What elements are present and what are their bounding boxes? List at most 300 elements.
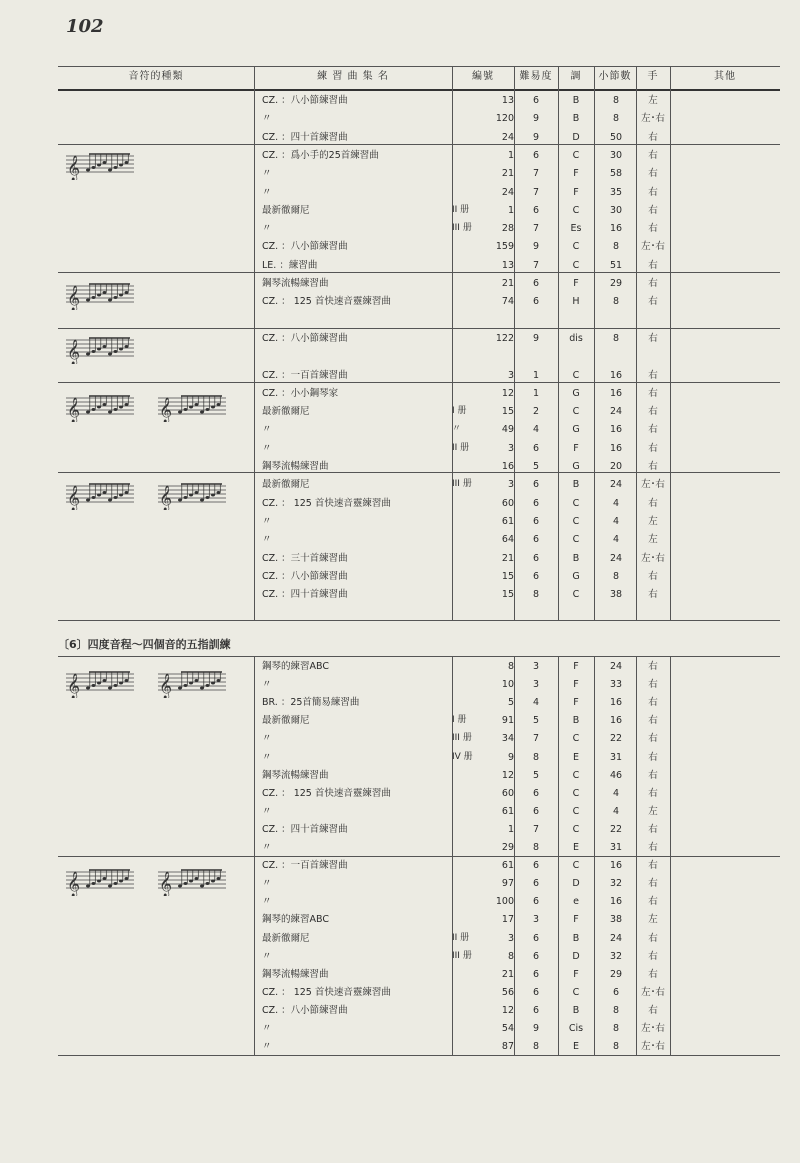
cell-diff: 6	[532, 968, 540, 980]
cell-key: F	[573, 679, 579, 691]
table-row	[58, 785, 780, 803]
cell-bars: 8	[612, 1041, 620, 1053]
table-row	[58, 440, 780, 458]
cell-no: 28	[501, 223, 514, 235]
cell-bars: 4	[612, 805, 620, 817]
cell-hand: 左	[648, 914, 658, 926]
cell-hand: 右	[648, 442, 658, 454]
cell-hand: 右	[648, 787, 658, 799]
cell-name: 最新徹爾尼	[262, 932, 310, 944]
cell-diff: 6	[532, 950, 540, 962]
header-number: 編號	[472, 71, 494, 82]
cell-key: C	[572, 259, 580, 271]
cell-bars: 30	[609, 204, 623, 216]
table-row	[58, 712, 780, 730]
cell-bars: 8	[612, 296, 620, 308]
cell-hand: 左	[648, 534, 658, 546]
cell-hand: 左	[648, 515, 658, 527]
cell-no: 54	[501, 1023, 514, 1034]
cell-bars: 29	[609, 968, 623, 980]
cell-bars: 8	[612, 1004, 620, 1016]
cell-name: CZ. ：爲小手的25首練習曲	[262, 149, 379, 161]
cell-no: 21	[501, 968, 514, 980]
treble-staff-icon	[64, 480, 136, 510]
cell-key: B	[572, 95, 580, 106]
cell-bars: 4	[612, 787, 620, 799]
cell-diff: 1	[532, 369, 540, 381]
cell-no: 3	[507, 479, 514, 491]
table-row	[58, 767, 780, 785]
cell-name: 鋼琴流暢練習曲	[262, 769, 329, 781]
cell-key: C	[572, 787, 580, 799]
cell-diff: 6	[532, 278, 540, 289]
cell-bars: 32	[609, 878, 623, 890]
table-row	[58, 421, 780, 439]
cell-bars: 4	[612, 534, 620, 546]
cell-hand: 右	[648, 332, 658, 344]
table-row	[58, 839, 780, 857]
cell-key: B	[572, 113, 580, 125]
treble-staff-icon	[64, 866, 136, 896]
svg-text:𝄞: 𝄞	[67, 156, 81, 180]
cell-bars: 50	[609, 131, 623, 143]
cell-no: 17	[501, 914, 514, 926]
cell-hand: 右	[648, 461, 658, 472]
cell-hand: 右	[648, 733, 658, 745]
table-row	[58, 930, 780, 948]
table-row	[58, 312, 780, 330]
table-row	[58, 586, 780, 604]
cell-no: 87	[501, 1041, 514, 1053]
cell-diff: 6	[532, 805, 540, 817]
cell-name: CZ. ： 125 首快速音靈練習曲	[262, 497, 391, 509]
cell-hand: 左･右	[641, 113, 665, 125]
cell-diff: 6	[532, 860, 540, 872]
cell-key: C	[572, 515, 580, 527]
cell-no: 24	[501, 186, 514, 198]
cell-diff: 5	[532, 715, 540, 727]
table-row	[58, 220, 780, 238]
cell-name: CZ. ： 125 首快速音靈練習曲	[262, 986, 391, 998]
cell-name: CZ. ： 125 首快速音靈練習曲	[262, 787, 391, 799]
svg-text:𝄞: 𝄞	[159, 486, 173, 510]
cell-diff: 9	[532, 241, 540, 253]
cell-bars: 31	[609, 842, 623, 853]
table-row	[58, 367, 780, 385]
cell-bars: 58	[609, 168, 623, 180]
cell-key: C	[572, 497, 580, 509]
cell-diff: 3	[532, 679, 540, 691]
cell-no: 10	[501, 679, 514, 691]
cell-key: e	[573, 896, 579, 908]
cell-diff: 9	[532, 332, 540, 344]
cell-hand: 右	[648, 223, 658, 235]
cell-key: F	[573, 278, 579, 289]
cell-bars: 20	[609, 461, 623, 472]
table-row	[58, 531, 780, 549]
table-bottom-rule	[58, 620, 780, 621]
cell-bars: 16	[609, 387, 623, 399]
cell-diff: 8	[532, 751, 540, 763]
table-row	[58, 110, 780, 128]
svg-text:𝄞: 𝄞	[159, 872, 173, 896]
cell-diff: 6	[532, 149, 540, 161]
cell-diff: 6	[532, 515, 540, 527]
cell-bars: 8	[612, 95, 620, 106]
cell-vol: 〃	[452, 424, 462, 435]
cell-hand: 右	[648, 406, 658, 418]
cell-hand: 左	[648, 95, 658, 106]
cell-key: D	[572, 878, 580, 890]
cell-name: 〃	[262, 223, 272, 235]
cell-name: 〃	[262, 186, 272, 198]
cell-no: 13	[501, 95, 514, 106]
table-row	[58, 147, 780, 165]
cell-diff: 3	[532, 914, 540, 926]
cell-hand: 右	[648, 259, 658, 271]
cell-hand: 右	[648, 168, 658, 180]
cell-key: C	[572, 986, 580, 998]
cell-bars: 33	[609, 679, 623, 691]
cell-diff: 6	[532, 497, 540, 509]
cell-diff: 4	[532, 697, 540, 709]
cell-hand: 右	[648, 697, 658, 709]
cell-no: 15	[501, 570, 514, 582]
table-row	[58, 202, 780, 220]
cell-key: F	[573, 442, 579, 454]
cell-no: 34	[501, 733, 514, 745]
cell-diff: 6	[532, 932, 540, 944]
cell-hand: 右	[648, 860, 658, 872]
cell-key: Cis	[568, 1023, 584, 1034]
table-row	[58, 275, 780, 293]
cell-hand: 左･右	[641, 1023, 665, 1034]
svg-text:𝄞: 𝄞	[67, 340, 81, 364]
cell-name: CZ. ：四十首練習曲	[262, 589, 348, 601]
treble-staff-icon	[64, 668, 136, 698]
table-row	[58, 92, 780, 110]
cell-name: CZ. ：一百首練習曲	[262, 860, 348, 872]
cell-key: dis	[569, 332, 583, 344]
cell-key: F	[573, 186, 579, 198]
cell-no: 1	[507, 823, 514, 835]
table-row	[58, 911, 780, 929]
header-difficulty: 難易度	[519, 71, 553, 82]
cell-bars: 16	[609, 715, 623, 727]
cell-vol: III 册	[452, 733, 472, 744]
table-row	[58, 330, 780, 348]
cell-no: 91	[501, 715, 514, 727]
cell-key: C	[572, 589, 580, 601]
cell-no: 12	[501, 769, 514, 781]
cell-no: 12	[501, 387, 514, 399]
treble-staff-icon	[156, 866, 228, 896]
cell-vol: I 册	[452, 406, 467, 417]
cell-no: 8	[507, 661, 514, 672]
cell-hand: 右	[648, 769, 658, 781]
cell-diff: 6	[532, 296, 540, 308]
cell-key: G	[572, 570, 580, 582]
cell-no: 74	[501, 296, 514, 308]
cell-diff: 6	[532, 442, 540, 454]
cell-hand: 右	[648, 387, 658, 399]
cell-name: CZ. ：四十首練習曲	[262, 131, 348, 143]
cell-vol: IV 册	[452, 751, 473, 762]
cell-diff: 6	[532, 986, 540, 998]
table-row	[58, 568, 780, 586]
cell-name: 〃	[262, 1041, 272, 1053]
cell-key: F	[573, 968, 579, 980]
cell-diff: 6	[532, 479, 540, 491]
cell-diff: 6	[532, 878, 540, 890]
cell-name: 〃	[262, 1023, 272, 1034]
cell-key: B	[572, 479, 580, 491]
cell-name: 鋼琴流暢練習曲	[262, 968, 329, 980]
cell-bars: 31	[609, 751, 623, 763]
table-row	[58, 803, 780, 821]
cell-diff: 3	[532, 661, 540, 672]
cell-bars: 16	[609, 860, 623, 872]
table-row	[58, 550, 780, 568]
table-row	[58, 821, 780, 839]
header-hand: 手	[647, 71, 659, 82]
cell-bars: 30	[609, 149, 623, 161]
cell-bars: 46	[609, 769, 623, 781]
svg-text:𝄞: 𝄞	[159, 674, 173, 698]
cell-key: G	[572, 424, 580, 436]
cell-hand: 右	[648, 589, 658, 601]
cell-hand: 右	[648, 715, 658, 727]
cell-name: 〃	[262, 733, 272, 745]
treble-staff-icon	[156, 668, 228, 698]
cell-name: 〃	[262, 515, 272, 527]
cell-bars: 29	[609, 278, 623, 289]
cell-hand: 左･右	[641, 241, 665, 253]
cell-key: C	[572, 204, 580, 216]
cell-bars: 24	[609, 479, 623, 491]
cell-key: D	[572, 950, 580, 962]
cell-hand: 右	[648, 131, 658, 143]
cell-bars: 24	[609, 932, 623, 944]
cell-no: 100	[495, 896, 514, 908]
cell-hand: 右	[648, 570, 658, 582]
cell-name: 〃	[262, 168, 272, 180]
cell-no: 3	[507, 442, 514, 454]
cell-no: 1	[507, 149, 514, 161]
cell-name: 最新徹爾尼	[262, 479, 310, 491]
cell-name: CZ. ：八小節練習曲	[262, 95, 348, 106]
cell-no: 21	[501, 168, 514, 180]
cell-name: CZ. ：小小鋼琴家	[262, 387, 339, 399]
cell-name: LE. ：練習曲	[262, 259, 318, 271]
cell-hand: 左･右	[641, 1041, 665, 1053]
cell-name: BR. ：25首簡易練習曲	[262, 697, 360, 709]
cell-diff: 6	[532, 787, 540, 799]
table-row	[58, 1002, 780, 1020]
cell-name: CZ. ：四十首練習曲	[262, 823, 348, 835]
cell-key: C	[572, 534, 580, 546]
cell-no: 13	[501, 259, 514, 271]
table-row	[58, 129, 780, 147]
cell-name: 鋼琴流暢練習曲	[262, 278, 329, 289]
treble-staff-icon	[156, 480, 228, 510]
svg-text:𝄞: 𝄞	[67, 486, 81, 510]
cell-name: 鋼琴的練習ABC	[262, 661, 329, 672]
cell-bars: 8	[612, 332, 620, 344]
cell-key: F	[573, 661, 579, 672]
cell-diff: 6	[532, 534, 540, 546]
cell-key: E	[572, 751, 579, 763]
cell-name: 〃	[262, 679, 272, 691]
cell-no: 15	[501, 406, 514, 418]
table-row	[58, 966, 780, 984]
cell-name: 〃	[262, 896, 272, 908]
header-collection: 練 習 曲 集 名	[317, 71, 389, 82]
cell-bars: 8	[612, 113, 620, 125]
cell-no: 12	[501, 1004, 514, 1016]
cell-no: 3	[507, 932, 514, 944]
cell-hand: 右	[648, 186, 658, 198]
cell-diff: 9	[532, 113, 540, 125]
table-row	[58, 348, 780, 366]
cell-key: F	[573, 914, 579, 926]
table-row	[58, 730, 780, 748]
cell-name: CZ. ：一百首練習曲	[262, 369, 348, 381]
svg-text:𝄞: 𝄞	[67, 872, 81, 896]
cell-diff: 6	[532, 204, 540, 216]
cell-name: 〃	[262, 878, 272, 890]
cell-key: H	[572, 296, 580, 308]
cell-no: 49	[501, 424, 514, 436]
cell-bars: 35	[609, 186, 623, 198]
table-row	[58, 1020, 780, 1038]
cell-name: CZ. ： 125 首快速音靈練習曲	[262, 296, 391, 308]
cell-bars: 4	[612, 497, 620, 509]
cell-no: 9	[507, 751, 514, 763]
cell-diff: 6	[532, 570, 540, 582]
cell-name: 最新徹爾尼	[262, 715, 310, 727]
header-note-type: 音符的種類	[128, 71, 184, 82]
cell-no: 159	[495, 241, 514, 253]
cell-key: G	[572, 387, 580, 399]
header-bars: 小節數	[598, 71, 632, 82]
cell-bars: 24	[609, 406, 623, 418]
table-row	[58, 513, 780, 531]
cell-no: 21	[501, 552, 514, 564]
cell-diff: 7	[532, 823, 540, 835]
cell-hand: 右	[648, 896, 658, 908]
cell-name: 〃	[262, 424, 272, 436]
cell-key: B	[572, 552, 580, 564]
cell-name: 〃	[262, 442, 272, 454]
cell-no: 120	[495, 113, 514, 125]
cell-hand: 右	[648, 751, 658, 763]
table-row	[58, 749, 780, 767]
cell-no: 122	[495, 332, 514, 344]
cell-bars: 24	[609, 552, 623, 564]
cell-bars: 16	[609, 369, 623, 381]
cell-bars: 6	[612, 986, 620, 998]
svg-text:𝄞: 𝄞	[67, 674, 81, 698]
table-row	[58, 458, 780, 476]
cell-name: CZ. ：八小節練習曲	[262, 332, 348, 344]
svg-text:𝄞: 𝄞	[159, 398, 173, 422]
cell-key: B	[572, 715, 580, 727]
cell-no: 60	[501, 497, 514, 509]
table-row	[58, 238, 780, 256]
cell-vol: II 册	[452, 204, 470, 215]
cell-key: E	[572, 842, 579, 853]
table-row	[58, 184, 780, 202]
cell-diff: 9	[532, 131, 540, 143]
cell-bars: 32	[609, 950, 623, 962]
cell-bars: 38	[609, 914, 623, 926]
cell-no: 97	[501, 878, 514, 890]
cell-hand: 右	[648, 823, 658, 835]
cell-diff: 2	[532, 406, 540, 418]
cell-no: 60	[501, 787, 514, 799]
table-row	[58, 165, 780, 183]
cell-bars: 4	[612, 515, 620, 527]
cell-hand: 右	[648, 278, 658, 289]
cell-name: CZ. ：八小節練習曲	[262, 570, 348, 582]
cell-name: 鋼琴流暢練習曲	[262, 461, 329, 472]
cell-diff: 8	[532, 1041, 540, 1053]
cell-vol: II 册	[452, 932, 470, 943]
cell-hand: 右	[648, 950, 658, 962]
cell-hand: 右	[648, 296, 658, 308]
cell-hand: 右	[648, 842, 658, 853]
cell-no: 16	[501, 461, 514, 472]
cell-bars: 24	[609, 661, 623, 672]
cell-name: 〃	[262, 534, 272, 546]
cell-hand: 左･右	[641, 479, 665, 491]
cell-diff: 8	[532, 842, 540, 853]
cell-vol: III 册	[452, 479, 472, 490]
cell-bars: 8	[612, 241, 620, 253]
cell-key: C	[572, 733, 580, 745]
cell-diff: 6	[532, 552, 540, 564]
cell-diff: 9	[532, 1023, 540, 1034]
cell-bars: 16	[609, 442, 623, 454]
cell-key: C	[572, 406, 580, 418]
cell-key: C	[572, 769, 580, 781]
cell-key: C	[572, 241, 580, 253]
cell-hand: 左･右	[641, 552, 665, 564]
cell-name: 〃	[262, 751, 272, 763]
cell-key: C	[572, 860, 580, 872]
cell-no: 56	[501, 986, 514, 998]
cell-diff: 6	[532, 1004, 540, 1016]
treble-staff-icon	[64, 150, 136, 180]
cell-hand: 右	[648, 1004, 658, 1016]
cell-diff: 4	[532, 424, 540, 436]
cell-diff: 7	[532, 733, 540, 745]
cell-diff: 6	[532, 896, 540, 908]
cell-hand: 右	[648, 878, 658, 890]
cell-name: 最新徹爾尼	[262, 406, 310, 418]
cell-diff: 5	[532, 461, 540, 472]
cell-hand: 左	[648, 805, 658, 817]
treble-staff-icon	[64, 334, 136, 364]
cell-no: 29	[501, 842, 514, 853]
cell-no: 61	[501, 805, 514, 817]
cell-no: 64	[501, 534, 514, 546]
header-key: 調	[570, 71, 582, 82]
cell-hand: 右	[648, 968, 658, 980]
page-number: 102	[66, 16, 104, 37]
cell-bars: 38	[609, 589, 623, 601]
